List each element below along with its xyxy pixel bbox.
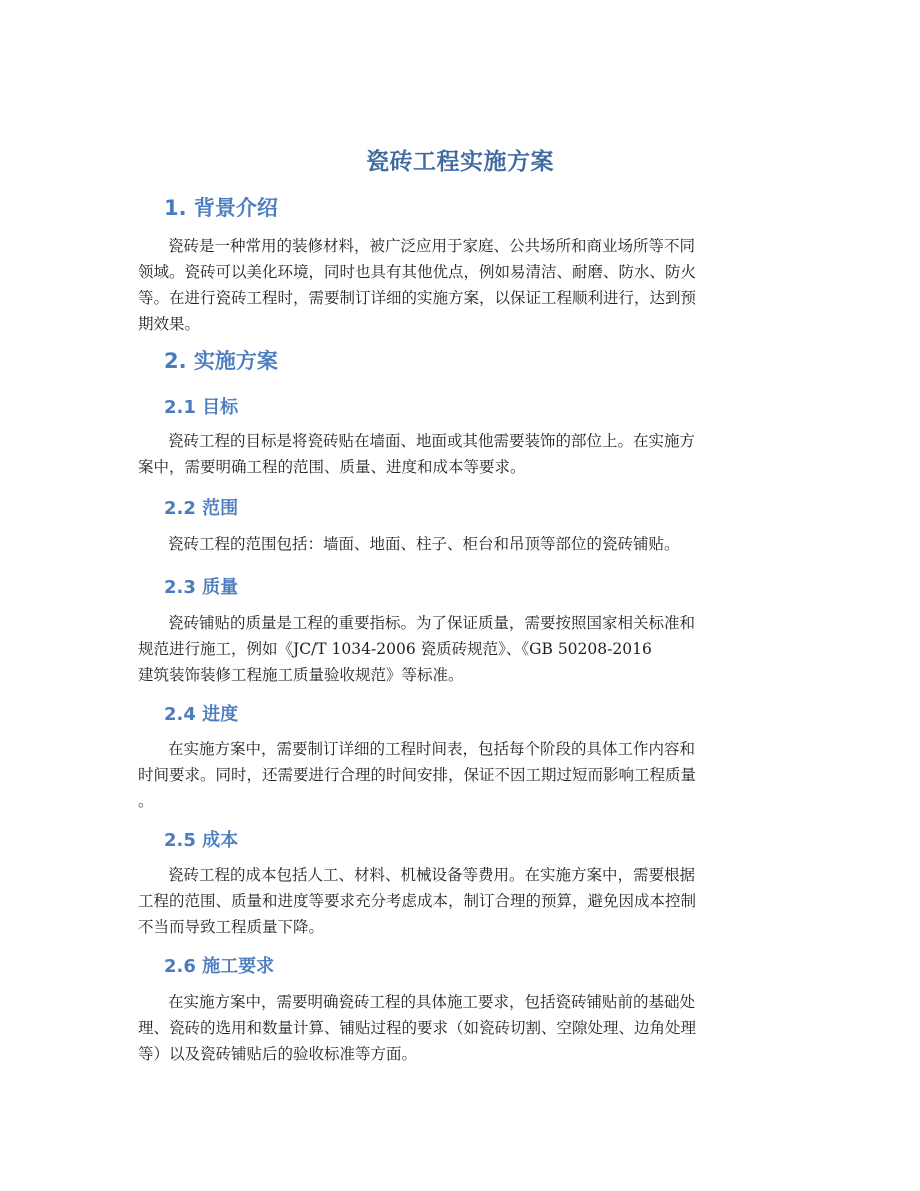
paragraph-line: 在实施方案中，需要明确瓷砖工程的具体施工要求，包括瓷砖铺贴前的基础处 [168,993,696,1011]
paragraph-quality [138,610,784,688]
paragraph-background [138,233,784,337]
subsection-heading-quality: 2.3 质量 [164,577,239,598]
paragraph-line: 。 [138,792,154,810]
paragraph-line: 等）以及瓷砖铺贴后的验收标准等方面。 [138,1045,418,1063]
section-heading-plan: 2. 实施方案 [164,349,278,373]
paragraph-goal [138,428,784,480]
paragraph-line: 瓷砖工程的目标是将瓷砖贴在墙面、地面或其他需要装饰的部位上。在实施方 [168,432,696,450]
paragraph-line: 建筑装饰装修工程施工质量验收规范》等标准。 [138,666,464,684]
paragraph-line: 瓷砖工程的范围包括：墙面、地面、柱子、柜台和吊顶等部位的瓷砖铺贴。 [168,535,680,553]
paragraph-cost [138,862,784,940]
subsection-heading-scope: 2.2 范围 [164,498,239,519]
paragraph-line: 理、瓷砖的选用和数量计算、铺贴过程的要求（如瓷砖切割、空隙处理、边角处理 [138,1019,697,1037]
page-title: 瓷砖工程实施方案 [366,148,554,175]
paragraph-schedule [138,736,784,814]
section-heading-background: 1. 背景介绍 [164,196,278,220]
paragraph-line: 不当而导致工程质量下降。 [138,918,325,936]
subsection-heading-construction-requirements: 2.6 施工要求 [164,956,275,977]
paragraph-line: 时间要求。同时，还需要进行合理的时间安排，保证不因工期过短而影响工程质量 [138,766,697,784]
subsection-heading-cost: 2.5 成本 [164,830,239,851]
paragraph-line: 期效果。 [138,315,201,333]
subsection-heading-goal: 2.1 目标 [164,397,239,418]
paragraph-line: 瓷砖是一种常用的装修材料，被广泛应用于家庭、公共场所和商业场所等不同 [168,237,696,255]
paragraph-line: 案中，需要明确工程的范围、质量、进度和成本等要求。 [138,458,526,476]
paragraph-construction-requirements [138,989,784,1067]
paragraph-line: 规范进行施工，例如《JC/T 1034-2006 瓷质砖规范》、《GB 50208-2016 [138,640,652,658]
paragraph-line: 等。在进行瓷砖工程时，需要制订详细的实施方案，以保证工程顺利进行，达到预 [138,289,697,307]
paragraph-line: 瓷砖铺贴的质量是工程的重要指标。为了保证质量，需要按照国家相关标准和 [168,614,696,632]
paragraph-line: 领域。瓷砖可以美化环境，同时也具有其他优点，例如易清洁、耐磨、防水、防火 [138,263,697,281]
paragraph-line: 瓷砖工程的成本包括人工、材料、机械设备等费用。在实施方案中，需要根据 [168,866,696,884]
paragraph-scope [138,531,784,557]
subsection-heading-schedule: 2.4 进度 [164,704,239,725]
paragraph-line: 工程的范围、质量和进度等要求充分考虑成本，制订合理的预算，避免因成本控制 [138,892,697,910]
paragraph-line: 在实施方案中，需要制订详细的工程时间表，包括每个阶段的具体工作内容和 [168,740,696,758]
